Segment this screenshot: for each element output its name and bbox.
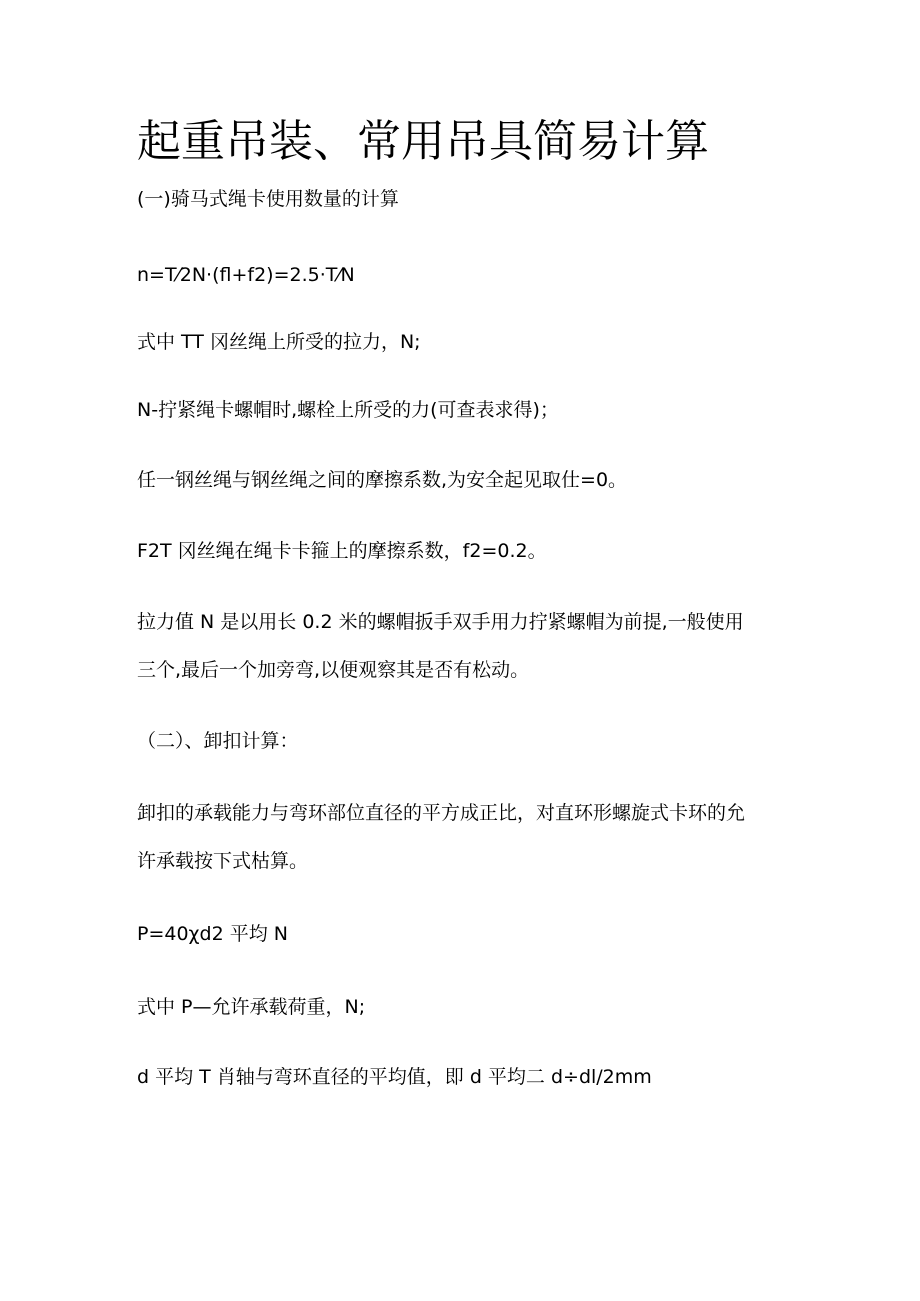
section-heading-2: （二）、卸扣计算：	[137, 730, 299, 752]
paragraph: N-拧紧绳卡螺帽时,螺栓上所受的力(可查表求得)；	[137, 399, 559, 421]
paragraph: 式中 P—允许承载荷重，N;	[137, 996, 366, 1018]
formula-line: n=T⁄2N·(fl+f2)=2.5·T⁄N	[137, 264, 355, 286]
section-heading-1: (一)骑马式绳卡使用数量的计算	[137, 188, 399, 210]
formula-line: P=40χd2 平均 N	[137, 923, 288, 945]
paragraph-line: 拉力值 N 是以用长 0.2 米的螺帽扳手双手用力拧紧螺帽为前提,一般使用	[137, 611, 744, 633]
paragraph: 式中 TT 冈丝绳上所受的拉力，N;	[137, 331, 421, 353]
paragraph-line: 许承载按下式枯算。	[137, 850, 309, 872]
paragraph-line: 卸扣的承载能力与弯环部位直径的平方成正比，对直环形螺旋式卡环的允	[137, 802, 746, 824]
paragraph: F2T 冈丝绳在绳卡卡箍上的摩擦系数，f2=0.2。	[137, 540, 547, 562]
paragraph-line: 三个,最后一个加旁弯,以便观察其是否有松动。	[137, 659, 530, 681]
document-title: 起重吊装、常用吊具简易计算	[137, 116, 709, 167]
paragraph: d 平均 T 肖轴与弯环直径的平均值，即 d 平均二 d÷dl/2mm	[137, 1066, 652, 1088]
paragraph: 任一钢丝绳与钢丝绳之间的摩擦系数,为安全起见取仕=0。	[137, 469, 628, 491]
